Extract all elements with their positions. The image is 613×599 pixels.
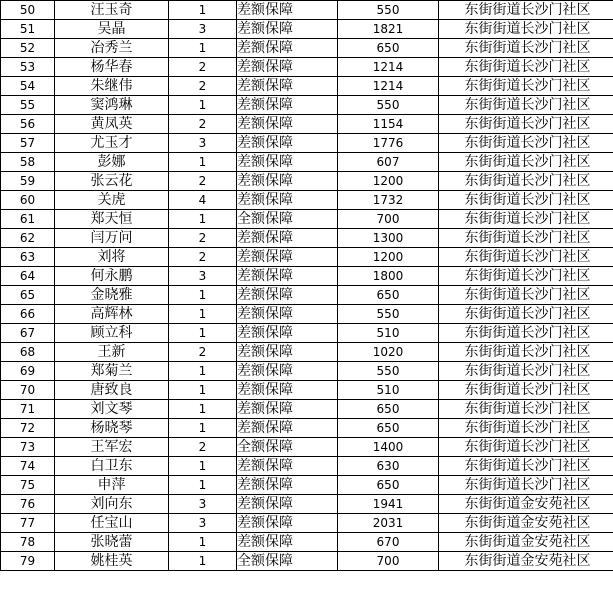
name-cell: 杨晓琴 [55, 419, 169, 438]
address-cell: 东街街道长沙门社区 [439, 58, 613, 77]
assistance-type-cell: 全额保障 [237, 438, 338, 457]
name-cell: 张云花 [55, 172, 169, 191]
amount-cell: 550 [338, 96, 439, 115]
address-cell: 东街街道长沙门社区 [439, 115, 613, 134]
row-number-cell: 79 [1, 552, 55, 571]
row-number-cell: 73 [1, 438, 55, 457]
address-cell: 东街街道长沙门社区 [439, 191, 613, 210]
amount-cell: 700 [338, 552, 439, 571]
amount-cell: 550 [338, 305, 439, 324]
household-size-cell: 1 [169, 552, 237, 571]
household-size-cell: 1 [169, 324, 237, 343]
row-number-cell: 60 [1, 191, 55, 210]
name-cell: 申萍 [55, 476, 169, 495]
assistance-type-cell: 差额保障 [237, 172, 338, 191]
address-cell: 东街街道长沙门社区 [439, 1, 613, 20]
assistance-type-cell: 差额保障 [237, 96, 338, 115]
name-cell: 彭娜 [55, 153, 169, 172]
name-cell: 金晓雅 [55, 286, 169, 305]
table-row [1, 324, 613, 343]
row-number-cell: 71 [1, 400, 55, 419]
amount-cell: 1732 [338, 191, 439, 210]
amount-cell: 1400 [338, 438, 439, 457]
amount-cell: 630 [338, 457, 439, 476]
assistance-type-cell: 全额保障 [237, 552, 338, 571]
assistance-type-cell: 差额保障 [237, 476, 338, 495]
household-size-cell: 2 [169, 58, 237, 77]
assistance-type-cell: 差额保障 [237, 419, 338, 438]
assistance-type-cell: 差额保障 [237, 533, 338, 552]
household-size-cell: 1 [169, 210, 237, 229]
row-number-cell: 53 [1, 58, 55, 77]
household-size-cell: 3 [169, 20, 237, 39]
name-cell: 冶秀兰 [55, 39, 169, 58]
table-row [1, 229, 613, 248]
row-number-cell: 74 [1, 457, 55, 476]
name-cell: 刘文琴 [55, 400, 169, 419]
address-cell: 东街街道长沙门社区 [439, 286, 613, 305]
name-cell: 姚桂英 [55, 552, 169, 571]
row-number-cell: 76 [1, 495, 55, 514]
name-cell: 黄凤英 [55, 115, 169, 134]
household-size-cell: 1 [169, 419, 237, 438]
assistance-type-cell: 差额保障 [237, 324, 338, 343]
address-cell: 东街街道长沙门社区 [439, 362, 613, 381]
amount-cell: 550 [338, 362, 439, 381]
amount-cell: 650 [338, 400, 439, 419]
assistance-type-cell: 差额保障 [237, 134, 338, 153]
amount-cell: 650 [338, 419, 439, 438]
row-number-cell: 78 [1, 533, 55, 552]
address-cell: 东街街道金安苑社区 [439, 514, 613, 533]
assistance-type-cell: 差额保障 [237, 1, 338, 20]
assistance-type-cell: 差额保障 [237, 267, 338, 286]
amount-cell: 1020 [338, 343, 439, 362]
name-cell: 顾立科 [55, 324, 169, 343]
assistance-type-cell: 差额保障 [237, 229, 338, 248]
address-cell: 东街街道金安苑社区 [439, 552, 613, 571]
address-cell: 东街街道长沙门社区 [439, 457, 613, 476]
name-cell: 郑菊兰 [55, 362, 169, 381]
address-cell: 东街街道长沙门社区 [439, 381, 613, 400]
name-cell: 张晓蕾 [55, 533, 169, 552]
table-row [1, 77, 613, 96]
table-row [1, 362, 613, 381]
assistance-type-cell: 全额保障 [237, 210, 338, 229]
table-row [1, 153, 613, 172]
name-cell: 朱继伟 [55, 77, 169, 96]
name-cell: 王军宏 [55, 438, 169, 457]
table-row [1, 267, 613, 286]
household-size-cell: 1 [169, 1, 237, 20]
row-number-cell: 67 [1, 324, 55, 343]
address-cell: 东街街道长沙门社区 [439, 172, 613, 191]
table-row [1, 191, 613, 210]
table-row [1, 305, 613, 324]
assistance-type-cell: 差额保障 [237, 191, 338, 210]
household-size-cell: 3 [169, 495, 237, 514]
assistance-type-cell: 差额保障 [237, 248, 338, 267]
table-row [1, 96, 613, 115]
row-number-cell: 56 [1, 115, 55, 134]
table-row [1, 20, 613, 39]
table-row [1, 248, 613, 267]
address-cell: 东街街道长沙门社区 [439, 343, 613, 362]
address-cell: 东街街道长沙门社区 [439, 39, 613, 58]
name-cell: 刘将 [55, 248, 169, 267]
table-row [1, 419, 613, 438]
row-number-cell: 51 [1, 20, 55, 39]
amount-cell: 700 [338, 210, 439, 229]
household-size-cell: 1 [169, 305, 237, 324]
row-number-cell: 75 [1, 476, 55, 495]
name-cell: 刘向东 [55, 495, 169, 514]
table-row [1, 39, 613, 58]
household-size-cell: 1 [169, 381, 237, 400]
household-size-cell: 2 [169, 438, 237, 457]
row-number-cell: 61 [1, 210, 55, 229]
row-number-cell: 54 [1, 77, 55, 96]
amount-cell: 650 [338, 39, 439, 58]
row-number-cell: 62 [1, 229, 55, 248]
household-size-cell: 3 [169, 134, 237, 153]
assistance-type-cell: 差额保障 [237, 457, 338, 476]
assistance-type-cell: 差额保障 [237, 39, 338, 58]
table-row [1, 400, 613, 419]
row-number-cell: 72 [1, 419, 55, 438]
row-number-cell: 69 [1, 362, 55, 381]
row-number-cell: 55 [1, 96, 55, 115]
row-number-cell: 65 [1, 286, 55, 305]
row-number-cell: 57 [1, 134, 55, 153]
address-cell: 东街街道长沙门社区 [439, 438, 613, 457]
amount-cell: 1300 [338, 229, 439, 248]
amount-cell: 510 [338, 324, 439, 343]
table-row [1, 533, 613, 552]
table-row [1, 286, 613, 305]
row-number-cell: 63 [1, 248, 55, 267]
address-cell: 东街街道长沙门社区 [439, 248, 613, 267]
assistance-type-cell: 差额保障 [237, 305, 338, 324]
name-cell: 王新 [55, 343, 169, 362]
row-number-cell: 52 [1, 39, 55, 58]
amount-cell: 1154 [338, 115, 439, 134]
address-cell: 东街街道长沙门社区 [439, 476, 613, 495]
address-cell: 东街街道长沙门社区 [439, 134, 613, 153]
name-cell: 杨华春 [55, 58, 169, 77]
household-size-cell: 1 [169, 286, 237, 305]
amount-cell: 1800 [338, 267, 439, 286]
row-number-cell: 58 [1, 153, 55, 172]
row-number-cell: 64 [1, 267, 55, 286]
assistance-type-cell: 差额保障 [237, 495, 338, 514]
household-size-cell: 2 [169, 77, 237, 96]
household-size-cell: 2 [169, 172, 237, 191]
table-row [1, 210, 613, 229]
address-cell: 东街街道长沙门社区 [439, 400, 613, 419]
table-row [1, 476, 613, 495]
amount-cell: 607 [338, 153, 439, 172]
table-row [1, 172, 613, 191]
amount-cell: 2031 [338, 514, 439, 533]
household-size-cell: 1 [169, 96, 237, 115]
amount-cell: 1941 [338, 495, 439, 514]
table-row [1, 552, 613, 571]
name-cell: 任宝山 [55, 514, 169, 533]
row-number-cell: 77 [1, 514, 55, 533]
address-cell: 东街街道长沙门社区 [439, 324, 613, 343]
address-cell: 东街街道长沙门社区 [439, 96, 613, 115]
name-cell: 关虎 [55, 191, 169, 210]
address-cell: 东街街道长沙门社区 [439, 77, 613, 96]
name-cell: 何永鹏 [55, 267, 169, 286]
amount-cell: 1776 [338, 134, 439, 153]
household-size-cell: 1 [169, 457, 237, 476]
name-cell: 窦鸿琳 [55, 96, 169, 115]
table-body [1, 1, 613, 571]
household-size-cell: 1 [169, 39, 237, 58]
address-cell: 东街街道金安苑社区 [439, 495, 613, 514]
table-row [1, 457, 613, 476]
amount-cell: 1200 [338, 248, 439, 267]
name-cell: 汪玉奇 [55, 1, 169, 20]
row-number-cell: 50 [1, 1, 55, 20]
household-size-cell: 1 [169, 153, 237, 172]
assistance-type-cell: 差额保障 [237, 153, 338, 172]
name-cell: 闫万问 [55, 229, 169, 248]
name-cell: 吴晶 [55, 20, 169, 39]
address-cell: 东街街道金安苑社区 [439, 533, 613, 552]
table-row [1, 134, 613, 153]
assistance-type-cell: 差额保障 [237, 115, 338, 134]
assistance-type-cell: 差额保障 [237, 514, 338, 533]
table-row [1, 58, 613, 77]
assistance-type-cell: 差额保障 [237, 343, 338, 362]
row-number-cell: 70 [1, 381, 55, 400]
household-size-cell: 1 [169, 400, 237, 419]
assistance-type-cell: 差额保障 [237, 362, 338, 381]
household-size-cell: 2 [169, 229, 237, 248]
amount-cell: 1821 [338, 20, 439, 39]
table-row [1, 115, 613, 134]
amount-cell: 1200 [338, 172, 439, 191]
amount-cell: 1214 [338, 58, 439, 77]
table-row [1, 438, 613, 457]
amount-cell: 1214 [338, 77, 439, 96]
amount-cell: 650 [338, 476, 439, 495]
household-size-cell: 4 [169, 191, 237, 210]
row-number-cell: 66 [1, 305, 55, 324]
household-size-cell: 2 [169, 115, 237, 134]
household-size-cell: 3 [169, 267, 237, 286]
name-cell: 尤玉才 [55, 134, 169, 153]
row-number-cell: 59 [1, 172, 55, 191]
row-number-cell: 68 [1, 343, 55, 362]
amount-cell: 510 [338, 381, 439, 400]
name-cell: 郑天恒 [55, 210, 169, 229]
address-cell: 东街街道长沙门社区 [439, 419, 613, 438]
address-cell: 东街街道长沙门社区 [439, 210, 613, 229]
household-size-cell: 2 [169, 343, 237, 362]
assistance-type-cell: 差额保障 [237, 286, 338, 305]
amount-cell: 650 [338, 286, 439, 305]
address-cell: 东街街道长沙门社区 [439, 229, 613, 248]
address-cell: 东街街道长沙门社区 [439, 20, 613, 39]
table-row [1, 495, 613, 514]
household-size-cell: 1 [169, 362, 237, 381]
address-cell: 东街街道长沙门社区 [439, 153, 613, 172]
address-cell: 东街街道长沙门社区 [439, 267, 613, 286]
assistance-type-cell: 差额保障 [237, 58, 338, 77]
assistance-type-cell: 差额保障 [237, 400, 338, 419]
household-size-cell: 1 [169, 476, 237, 495]
amount-cell: 550 [338, 1, 439, 20]
address-cell: 东街街道长沙门社区 [439, 305, 613, 324]
table-row [1, 381, 613, 400]
name-cell: 唐致良 [55, 381, 169, 400]
name-cell: 白卫东 [55, 457, 169, 476]
household-size-cell: 1 [169, 533, 237, 552]
table-row [1, 514, 613, 533]
amount-cell: 670 [338, 533, 439, 552]
name-cell: 高辉林 [55, 305, 169, 324]
household-size-cell: 2 [169, 248, 237, 267]
assistance-type-cell: 差额保障 [237, 77, 338, 96]
table-row [1, 343, 613, 362]
assistance-type-cell: 差额保障 [237, 381, 338, 400]
household-size-cell: 3 [169, 514, 237, 533]
table-row [1, 1, 613, 20]
assistance-type-cell: 差额保障 [237, 20, 338, 39]
